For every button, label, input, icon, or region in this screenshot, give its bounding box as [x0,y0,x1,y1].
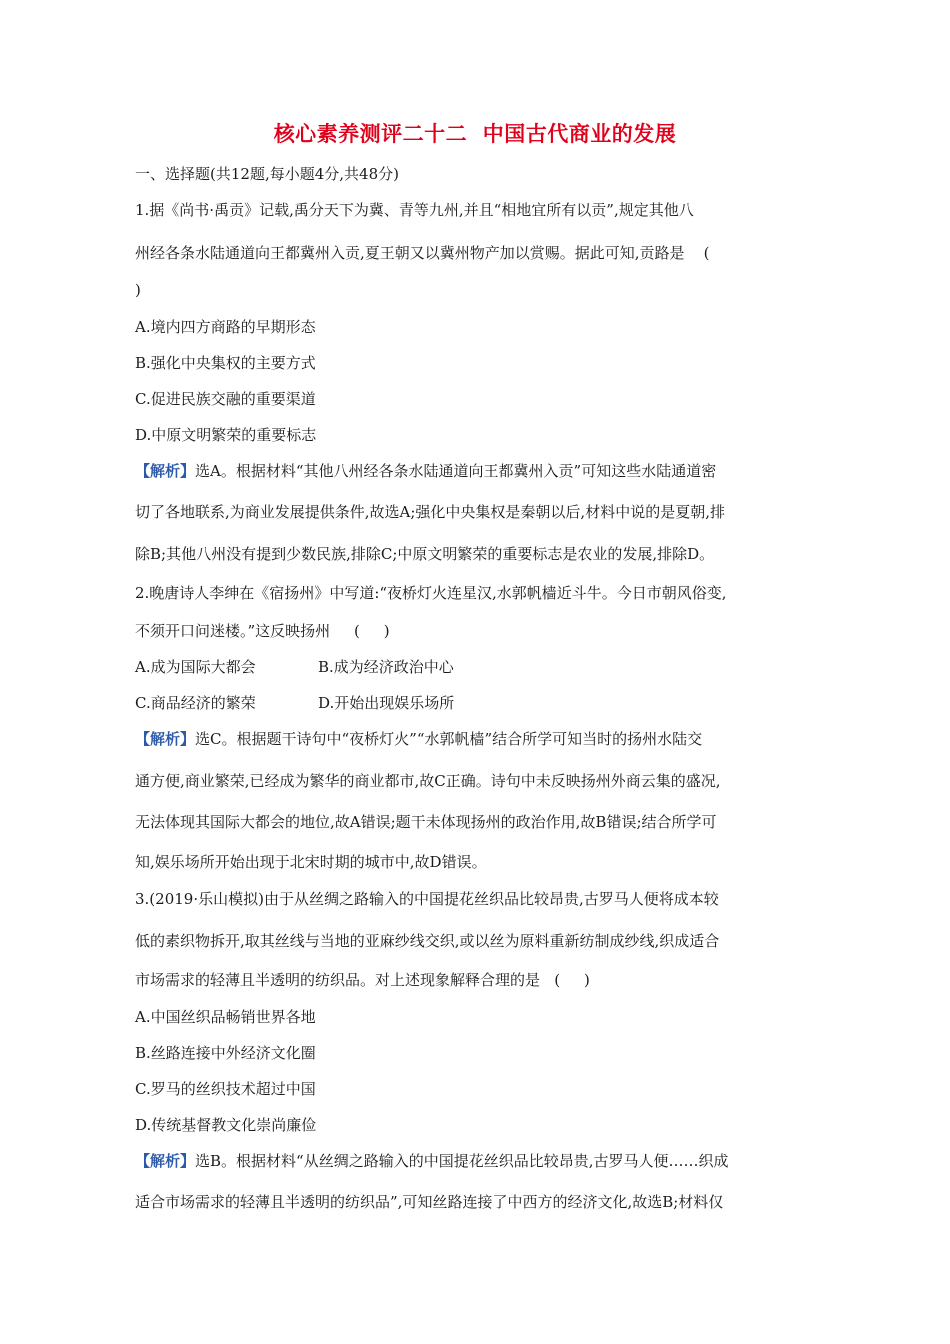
q3-stem-line-1: 3.(2019·乐山模拟)由于从丝绸之路输入的中国提花丝织品比较昂贵,古罗马人便将成本较 [135,890,719,908]
q3-option-b: B.丝路连接中外经济文化圈 [135,1044,316,1062]
q3-option-a: A.中国丝织品畅销世界各地 [135,1008,316,1026]
q1-stem-line-2: 州经各条水陆通道向王都冀州入贡,夏王朝又以冀州物产加以赏赐。据此可知,贡路是 ( [135,244,710,262]
q2-analysis-line-4: 知,娱乐场所开始出现于北宋时期的城市中,故D错误。 [135,853,487,871]
q2-option-d: D.开始出现娱乐场所 [318,694,455,712]
page-title: 核心素养测评二十二 中国古代商业的发展 [273,122,677,146]
analysis-tag: 【解析】 [135,1152,196,1170]
q2-analysis-line-3: 无法体现其国际大都会的地位,故A错误;题干未体现扬州的政治作用,故B错误;结合所学可 [135,813,717,831]
q1-option-b: B.强化中央集权的主要方式 [135,354,316,372]
q3-analysis-line-2: 适合市场需求的轻薄且半透明的纺织品”,可知丝路连接了中西方的经济文化,故选B;材料仅 [135,1193,724,1211]
q1-analysis-line-3: 除B;其他八州没有提到少数民族,排除C;中原文明繁荣的重要标志是农业的发展,排除D。 [135,545,715,563]
q2-stem-line-2: 不须开口问迷楼。”这反映扬州 ( ) [135,622,390,640]
q1-option-c: C.促进民族交融的重要渠道 [135,390,316,408]
q2-stem-line-1: 2.晚唐诗人李绅在《宿扬州》中写道:“夜桥灯火连星汉,水郭帆樯近斗牛。今日市朝风俗变, [135,584,727,602]
section-heading: 一、选择题(共12题,每小题4分,共48分) [135,165,399,183]
q3-stem-line-3: 市场需求的轻薄且半透明的纺织品。对上述现象解释合理的是 ( ) [135,971,590,989]
q2-option-c: C.商品经济的繁荣 [135,694,256,712]
q1-stem-line-3: ) [135,281,141,299]
q1-analysis-line-2: 切了各地联系,为商业发展提供条件,故选A;强化中央集权是秦朝以后,材料中说的是夏朝,排 [135,503,725,521]
q3-analysis-line-1: 【解析】选B。根据材料“从丝绸之路输入的中国提花丝织品比较昂贵,古罗马人便……织成 [135,1152,729,1170]
q1-stem-line-1: 1.据《尚书·禹贡》记载,禹分天下为冀、青等九州,并且“相地宜所有以贡”,规定其他八 [135,201,694,219]
q2-analysis-line-2: 通方便,商业繁荣,已经成为繁华的商业都市,故C正确。诗句中未反映扬州外商云集的盛况, [135,772,721,790]
q3-option-d: D.传统基督教文化崇尚廉俭 [135,1116,317,1134]
q3-option-c: C.罗马的丝织技术超过中国 [135,1080,316,1098]
q2-analysis-line-1: 【解析】选C。根据题干诗句中“夜桥灯火”“水郭帆樯”结合所学可知当时的扬州水陆交 [135,730,703,748]
q2-option-b: B.成为经济政治中心 [318,658,454,676]
q1-analysis-line-1: 【解析】选A。根据材料“其他八州经各条水陆通道向王都冀州入贡”可知这些水陆通道密 [135,462,717,480]
q1-option-d: D.中原文明繁荣的重要标志 [135,426,317,444]
analysis-tag: 【解析】 [135,730,196,748]
q1-option-a: A.境内四方商路的早期形态 [135,318,316,336]
q2-option-a: A.成为国际大都会 [135,658,256,676]
analysis-tag: 【解析】 [135,462,196,480]
q3-stem-line-2: 低的素织物拆开,取其丝线与当地的亚麻纱线交织,或以丝为原料重新纺制成纱线,织成适合 [135,932,720,950]
